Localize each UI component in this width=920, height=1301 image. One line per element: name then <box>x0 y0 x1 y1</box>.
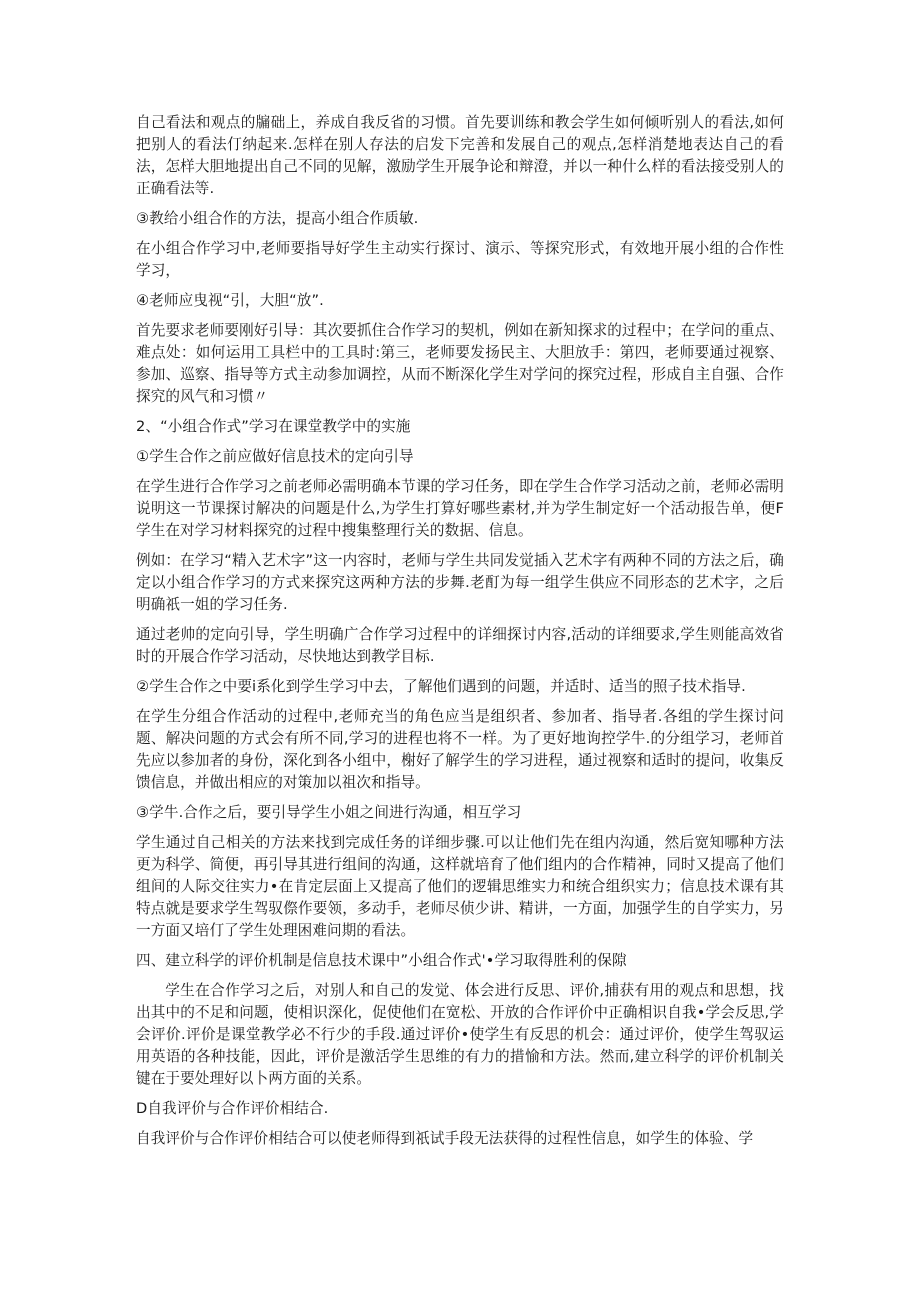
heading-before-cooperation: ①学生合作之前应做好信息技术的定向引导 <box>136 448 414 465</box>
heading-self-evaluation: D自我评价与合作评价相结合. <box>136 1100 329 1117</box>
paragraph-evaluation: 学生在合作学习之后，对别人和自己的发觉、体会进行反思、评价,捕获有用的观点和思想，找出其中的不足和问题，使相识深化，促使他们在宽松、开放的合作评价中正确相识自我•学会反思,学会评价.评价是课堂教学必不行少的手段.通过评价•使学生有反思的机会：通过评价，使学生驾驭运用英语的各种技能，因此，评价是激活学生思维的有力的措愉和方法。然而,建立科学的评价机制关键在于要处理好以卜两方面的关系。 <box>136 982 784 1087</box>
heading-after-cooperation: ③学牛.合作之后，要引导学生小姐之间进行沟通，相互学习 <box>136 804 522 821</box>
paragraph-teacher-guidance: 首先要求老师要刚好引导：其次要抓住合作学习的契机，例如在新知探求的过程中；在学问的重点、难点处：如何运用工具栏中的工具时:第三，老师要发扬民主、大胆放手：第四，老师要通过视察、参加、巡察、指导等方式主动参加调控，从而不断深化学生对学问的探究过程，形成自主自强、合作探究的风气和习惯〃 <box>136 322 784 405</box>
paragraph-guide-group-study: 在小组合作学习中,老师要指导好学生主动实行探讨、演示、等探究形式，有效地开展小组的合作性学习， <box>136 240 784 279</box>
paragraph-learning-tasks: 在学生进行合作学习之前老师必需明确本节课的学习任务，即在学生合作学习活动之前，老师必需明说明这一节课探讨解决的问题是什么,为学生打算好哪些素材,并为学生制定好一个活动报告单，便F学生在对学习材料探究的过程中搜集整理行关的数据、信息。 <box>136 478 784 539</box>
paragraph-reflection-habit: 自己看法和观点的牖础上，养成自我反省的习惯。首先要训练和教会学生如何倾听别人的看法,如何把别人的看法仃纳起来.怎样在别人存法的启发下完善和发展自己的观点,怎样消楚地表达自己的看法，怎样大胆地提出自己不同的见解，激励学生开展争论和辩澄，并以一种什么样的看法接受别人的正确看法等. <box>136 114 784 197</box>
heading-section-4: 四、建立科学的评价机制是信息技术课中”小组合作式'•学习取得胜利的保隙 <box>136 952 627 969</box>
heading-teach-group-methods: ③教给小组合作的方法，提高小组合作质敏. <box>136 210 419 227</box>
heading-during-cooperation: ②学生合作之中要i系化到学生学习中去，了解他们遇到的问题，并适时、适当的照子技术指导. <box>136 678 746 695</box>
paragraph-wordart-example: 例如：在学习“精入艺术字”这一内容时，老师与学生共同发觉插入艺术字有两种不同的方法之后，确定以小组合作学习的方式来探究这两种方法的步舞.老酊为每一组学生供应不同形态的艺术字，之后明确祇一姐的学习任务. <box>136 552 784 613</box>
paragraph-self-evaluation: 自我评价与合作评价相结合可以使老师得到祇试手段无法获得的过程性信息，如学生的体验、学 <box>136 1130 754 1147</box>
paragraph-group-communication: 学生通过自己相关的方法来找到完成任务的详细步骤.可以让他们先在组内沟通，然后宽知哪种方法更为科学、简便，再引导其进行组间的沟通，这样就培育了他们组内的合作精神，同时又提高了他们组间的人际交往实力•在肯定层面上又提高了他们的逻辑思维实力和统合组织实力；信息技术课有其特点就是要求学生驾驭傺作要领，多动手，老师尽侦少讲、精讲，一方面，加强学生的自学实力，另一方面又培仃了学生处理困难问期的看法。 <box>136 834 784 939</box>
paragraph-directed-guidance: 通过老帅的定向引导，学生明确广合作学习过程中的详细探讨内容,活动的详细要求,学生则能高效省时的开展合作学习活动，尽快地达到教学目标. <box>136 626 784 665</box>
heading-section-2: 2、“小组合作式”学习在课堂教学中的实施 <box>136 418 411 435</box>
heading-guide-and-release: ④老师应曳视“引，大胆“放”. <box>136 292 324 309</box>
document-page <box>136 112 784 1150</box>
paragraph-teacher-roles: 在学生分组合作活动的过程中,老师充当的角色应当是组织者、参加者、指导者.各组的学生探讨问题、解决问题的方式会有所不同,学习的进程也将不一样。为了更好地询控学牛.的分组学习，老师首先应以参加者的身份，深化到各小组中，榭好了解学生的学习进程，通过视察和适时的提问，收集反馈信息，并做出相应的对策加以祖次和指导。 <box>136 708 784 791</box>
